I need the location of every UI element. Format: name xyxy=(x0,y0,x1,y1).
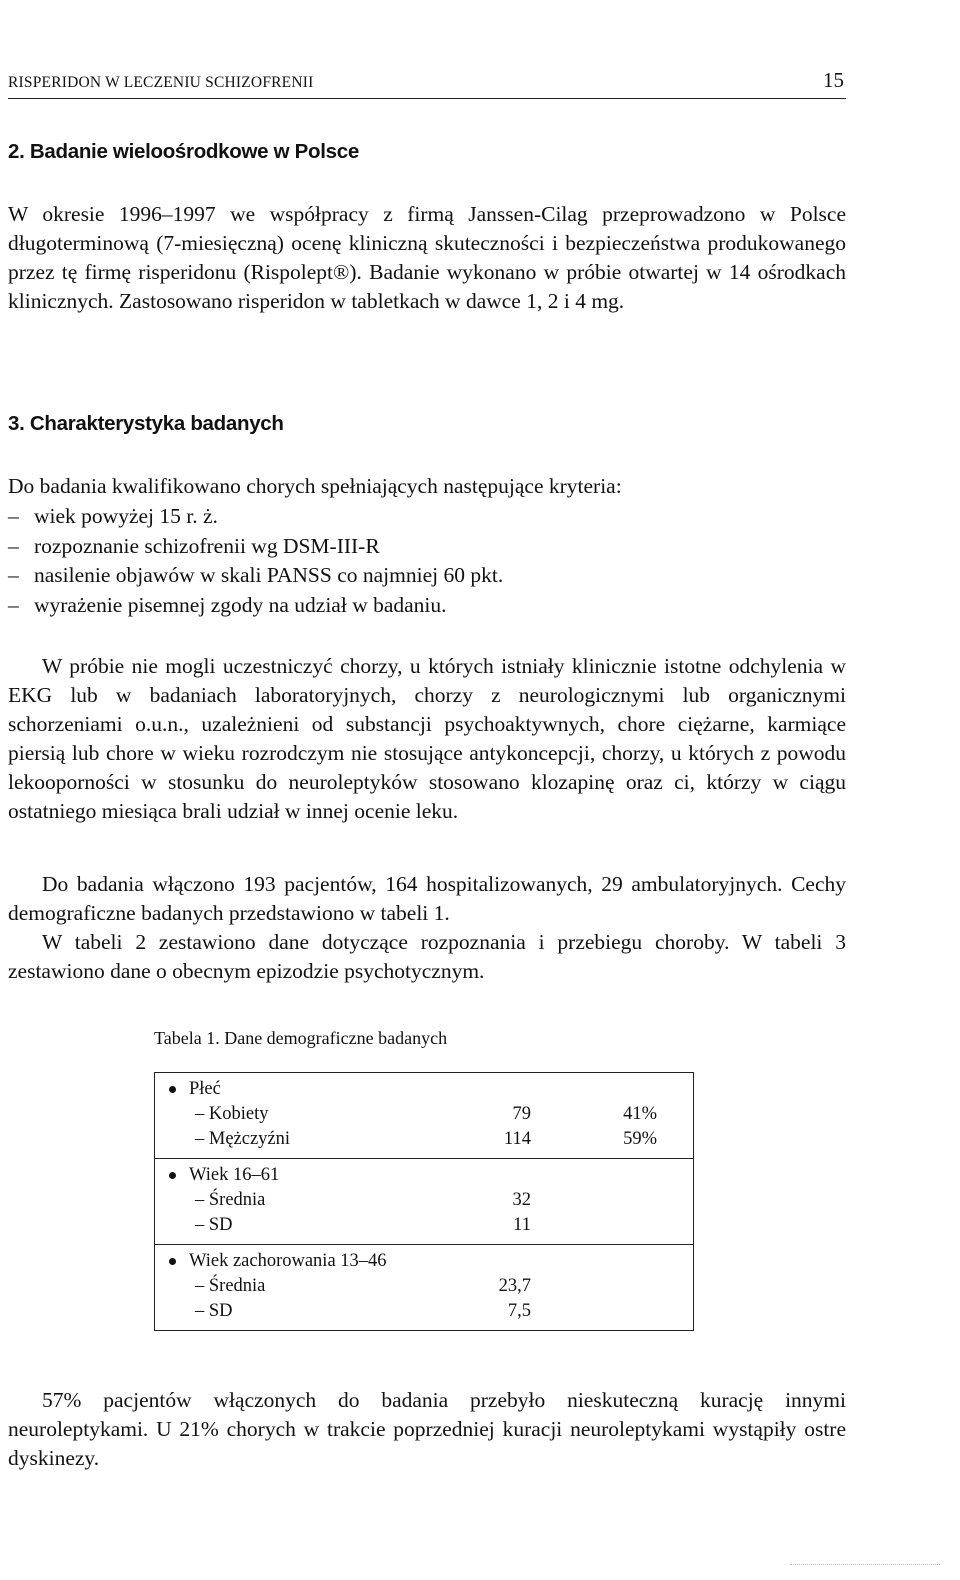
running-title: RISPERIDON W LECZENIU SCHIZOFRENII xyxy=(8,74,314,91)
row-label: – Średnia xyxy=(195,1276,266,1296)
section-2-body: W okresie 1996–1997 we współpracy z firmą Janssen-Cilag przeprowadzono w Polsce długoterminową (7-miesięczną) ocenę kliniczną skuteczności i bezpieczeństwa produkowanego przez tę firmę risperidonu (Rispolept®). Badanie wykonano w próbie otwartej w 14 ośrodkach klinicznych. Zastosowano risperidon w tabletkach w dawce 1, 2 i 4 mg. xyxy=(8,202,846,313)
group-label: Wiek 16–61 xyxy=(189,1165,280,1185)
table-row xyxy=(155,1188,693,1213)
criteria-text: nasilenie objawów w skali PANSS co najmniej 60 pkt. xyxy=(34,563,504,587)
criteria-item xyxy=(8,561,503,591)
group-header-row xyxy=(155,1249,693,1274)
criteria-text: wyrażenie pisemnej zgody na udział w badaniu. xyxy=(34,592,447,617)
section-2-heading: 2. Badanie wieloośrodkowe w Polsce xyxy=(8,140,359,163)
table-1-caption: Tabela 1. Dane demograficzne badanych xyxy=(154,1028,448,1048)
row-label: – Średnia xyxy=(195,1190,266,1210)
tables-paragraph: W tabeli 2 zestawiono dane dotyczące rozpoznania i przebiegu choroby. W tabeli 3 zestawiono dane o obecnym epizodzie psychotycznym. xyxy=(8,930,846,983)
row-label: – Kobiety xyxy=(195,1104,269,1124)
bullet-icon xyxy=(169,1258,176,1265)
dash-mark: – xyxy=(8,533,19,558)
group-header-row xyxy=(155,1163,693,1188)
table-group-sex xyxy=(155,1073,693,1159)
criteria-list xyxy=(8,502,503,620)
group-label: Wiek zachorowania 13–46 xyxy=(189,1251,387,1271)
table-group-age xyxy=(155,1159,693,1245)
criteria-item xyxy=(8,532,503,562)
criteria-item xyxy=(8,591,503,621)
row-label: – Mężczyźni xyxy=(195,1129,291,1149)
table-group-onset-age xyxy=(155,1245,693,1330)
table-row xyxy=(155,1274,693,1299)
row-value: 32 xyxy=(512,1190,531,1210)
row-value: 79 xyxy=(512,1104,531,1124)
demographics-table xyxy=(154,1072,694,1331)
row-percent: 59% xyxy=(623,1129,657,1149)
closing-paragraph: 57% pacjentów włączonych do badania przebyło nieskuteczną kurację innymi neuroleptykami. U 21% chorych w trakcie poprzedniej kuracji neuroleptykami wystąpiły ostre dyskinezy. xyxy=(8,1388,846,1470)
included-paragraph: Do badania włączono 193 pacjentów, 164 hospitalizowanych, 29 ambulatoryjnych. Cechy demograficzne badanych przedstawiono w tabeli 1. xyxy=(8,872,846,925)
dash-mark: – xyxy=(8,592,19,617)
row-percent: 41% xyxy=(623,1104,657,1124)
dash-mark: – xyxy=(8,563,19,587)
row-value: 114 xyxy=(503,1129,531,1149)
row-label: – SD xyxy=(195,1215,233,1235)
row-value: 11 xyxy=(513,1215,531,1235)
page-bottom-dots xyxy=(790,1564,940,1565)
group-header-row xyxy=(155,1077,693,1102)
table-row xyxy=(155,1127,693,1152)
section-3-heading: 3. Charakterystyka badanych xyxy=(8,412,284,435)
table-row xyxy=(155,1299,693,1324)
running-header xyxy=(8,68,846,99)
row-value: 23,7 xyxy=(498,1276,531,1296)
exclusion-paragraph: W próbie nie mogli uczestniczyć chorzy, u których istniały klinicznie istotne odchylenia w EKG lub w badaniach laboratoryjnych, chorzy z neurologicznymi lub organicznymi schorzeniami o.u.n., uzależnieni od substancji psychoaktywnych, chore ciężarne, karmiące piersią lub chore w wieku rozrodczym nie stosujące antykoncepcji, chorzy, u których z powodu lekooporności w stosunku do neuroleptyków stosowano klozapinę oraz ci, którzy w ciągu ostatniego miesiąca brali udział w innej ocenie leku. xyxy=(8,654,846,823)
table-row xyxy=(155,1213,693,1238)
criteria-item xyxy=(8,502,503,532)
row-label: – SD xyxy=(195,1301,233,1321)
dash-mark: – xyxy=(8,504,19,528)
table-row xyxy=(155,1102,693,1127)
criteria-text: wiek powyżej 15 r. ż. xyxy=(34,504,218,528)
page-number: 15 xyxy=(823,68,844,92)
bullet-icon xyxy=(169,1172,176,1179)
bullet-icon xyxy=(169,1086,176,1093)
group-label: Płeć xyxy=(189,1079,221,1099)
row-value: 7,5 xyxy=(507,1301,531,1321)
criteria-intro: Do badania kwalifikowano chorych spełniających następujące kryteria: xyxy=(8,474,622,498)
criteria-text: rozpoznanie schizofrenii wg DSM-III-R xyxy=(34,533,380,558)
